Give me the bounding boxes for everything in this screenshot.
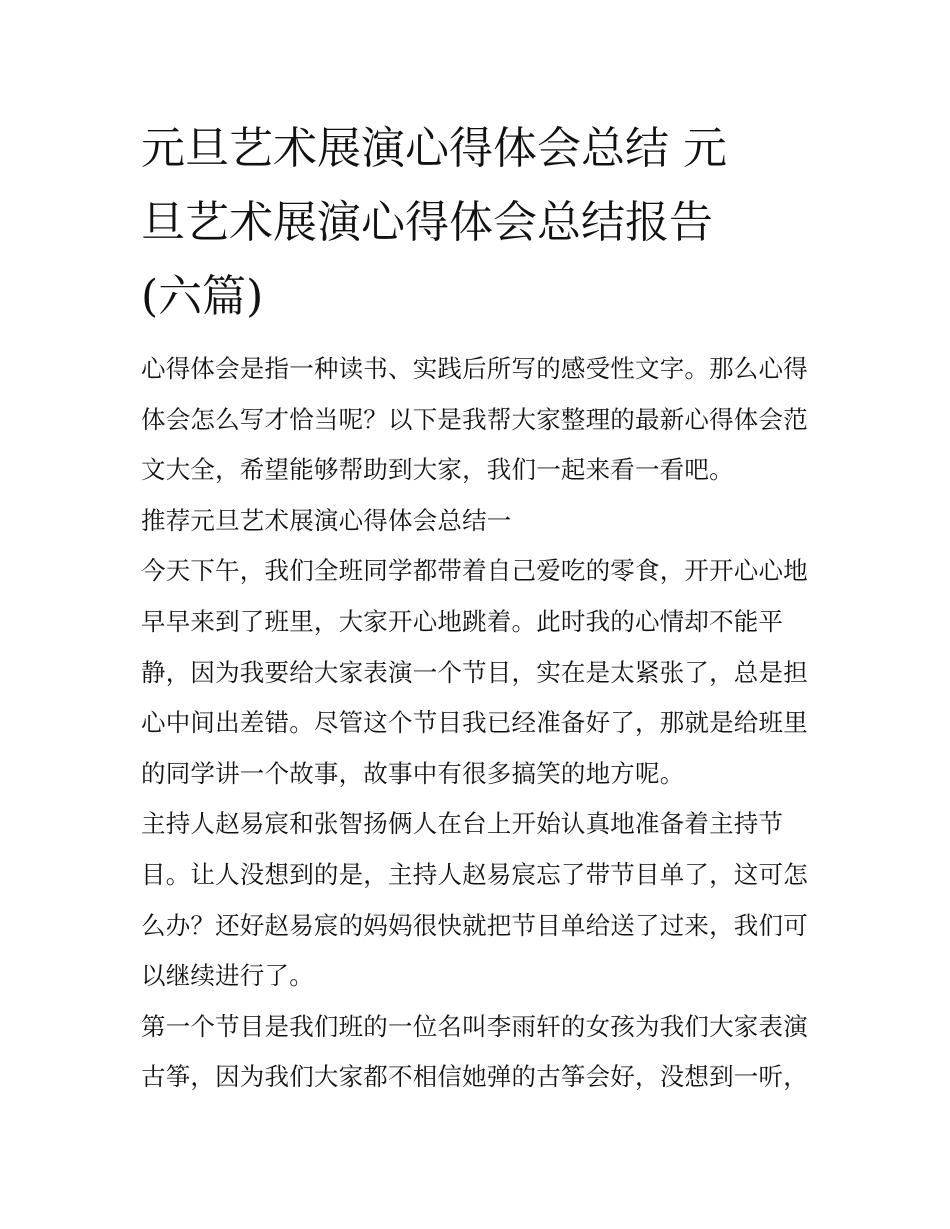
paragraph [141,1002,813,1103]
text-line: 主持人赵易宸和张智扬俩人在台上开始认真地准备着主持节 [141,809,784,839]
text-line: 静，因为我要给大家表演一个节目，实在是太紧张了，总是担 [141,657,808,687]
text-line: 心得体会是指一种读书、实践后所写的感受性文字。那么心得 [141,354,808,383]
section-heading [141,496,813,547]
text-line: 目。让人没想到的是，主持人赵易宸忘了带节目单了，这可怎 [141,859,808,889]
document-title [141,112,813,334]
paragraph [141,799,813,1001]
text-line: 早早来到了班里，大家开心地跳着。此时我的心情却不能平 [141,606,784,636]
intro-paragraph [141,344,813,496]
text-line: 今天下午，我们全班同学都带着自己爱吃的零食，开开心心地 [141,556,808,586]
text-line: 文大全，希望能够帮助到大家，我们一起来看一看吧。 [141,455,734,485]
section-heading-text: 推荐元旦艺术展演心得体会总结一 [141,505,512,535]
title-line: 旦艺术展演心得体会总结报告 [141,197,713,248]
text-line: 古筝，因为我们大家都不相信她弹的古筝会好，没想到一听， [141,1062,808,1092]
title-line: (六篇) [141,271,264,322]
text-line: 以继续进行了。 [141,961,314,991]
title-line: 元旦艺术展演心得体会总结 元 [141,123,727,174]
paragraph [141,546,813,799]
text-line: 第一个节目是我们班的一位名叫李雨轩的女孩为我们大家表演 [141,1011,808,1041]
text-line: 的同学讲一个故事，故事中有很多搞笑的地方呢。 [141,758,685,788]
text-line: 么办？还好赵易宸的妈妈很快就把节目单给送了过来，我们可 [141,910,808,940]
document-page [141,112,813,1103]
text-line: 体会怎么写才恰当呢？以下是我帮大家整理的最新心得体会范 [141,404,808,434]
text-line: 心中间出差错。尽管这个节目我已经准备好了，那就是给班里 [141,708,808,738]
